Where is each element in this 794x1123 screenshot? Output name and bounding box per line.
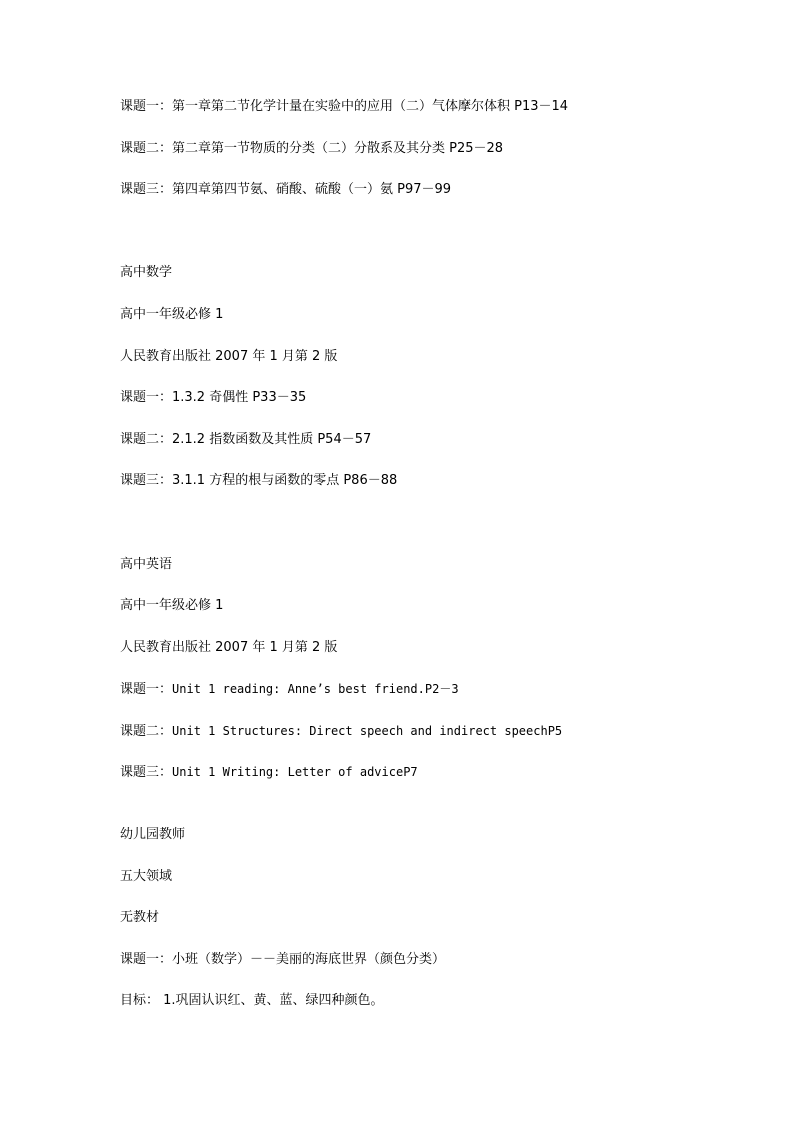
kindergarten-domain: 五大领域 <box>120 869 173 884</box>
english-subject-heading: 高中英语 <box>120 557 173 572</box>
math-subject-heading: 高中数学 <box>120 265 173 280</box>
english-grade: 高中一年级必修 1 <box>120 598 224 613</box>
english-lesson-2-text: Unit 1 Structures: Direct speech and indirect speechP5 <box>172 724 563 738</box>
kindergarten-material: 无教材 <box>120 910 160 925</box>
kindergarten-subject-heading: 幼儿园教师 <box>120 827 186 842</box>
chemistry-lesson-3: 课题三：第四章第四节氨、硝酸、硫酸（一）氨 P97－99 <box>120 182 452 197</box>
chemistry-lesson-1: 课题一：第一章第二节化学计量在实验中的应用（二）气体摩尔体积 P13－14 <box>120 99 569 114</box>
english-lesson-3-prefix: 课题三： <box>120 765 173 780</box>
math-lesson-2: 课题二：2.1.2 指数函数及其性质 P54－57 <box>120 432 372 447</box>
english-lesson-1-prefix: 课题一： <box>120 682 173 697</box>
english-lesson-3-text: Unit 1 Writing: Letter of adviceP7 <box>172 765 418 779</box>
english-lesson-2 <box>120 722 562 741</box>
math-lesson-1: 课题一：1.3.2 奇偶性 P33－35 <box>120 390 307 405</box>
kindergarten-goal: 目标： 1.巩固认识红、黄、蓝、绿四种颜色。 <box>120 993 384 1008</box>
english-lesson-2-prefix: 课题二： <box>120 724 173 739</box>
english-publisher: 人民教育出版社 2007 年 1 月第 2 版 <box>120 640 338 655</box>
kindergarten-lesson-1: 课题一：小班（数学）－－美丽的海底世界（颜色分类） <box>120 952 446 967</box>
chemistry-lesson-2: 课题二：第二章第一节物质的分类（二）分散系及其分类 P25－28 <box>120 141 504 156</box>
math-grade: 高中一年级必修 1 <box>120 307 224 322</box>
english-lesson-1 <box>120 680 459 699</box>
english-lesson-3 <box>120 763 418 782</box>
english-lesson-1-text: Unit 1 reading: Anne’s best friend.P2－3 <box>172 682 459 696</box>
math-publisher: 人民教育出版社 2007 年 1 月第 2 版 <box>120 349 338 364</box>
math-lesson-3: 课题三：3.1.1 方程的根与函数的零点 P86－88 <box>120 473 398 488</box>
